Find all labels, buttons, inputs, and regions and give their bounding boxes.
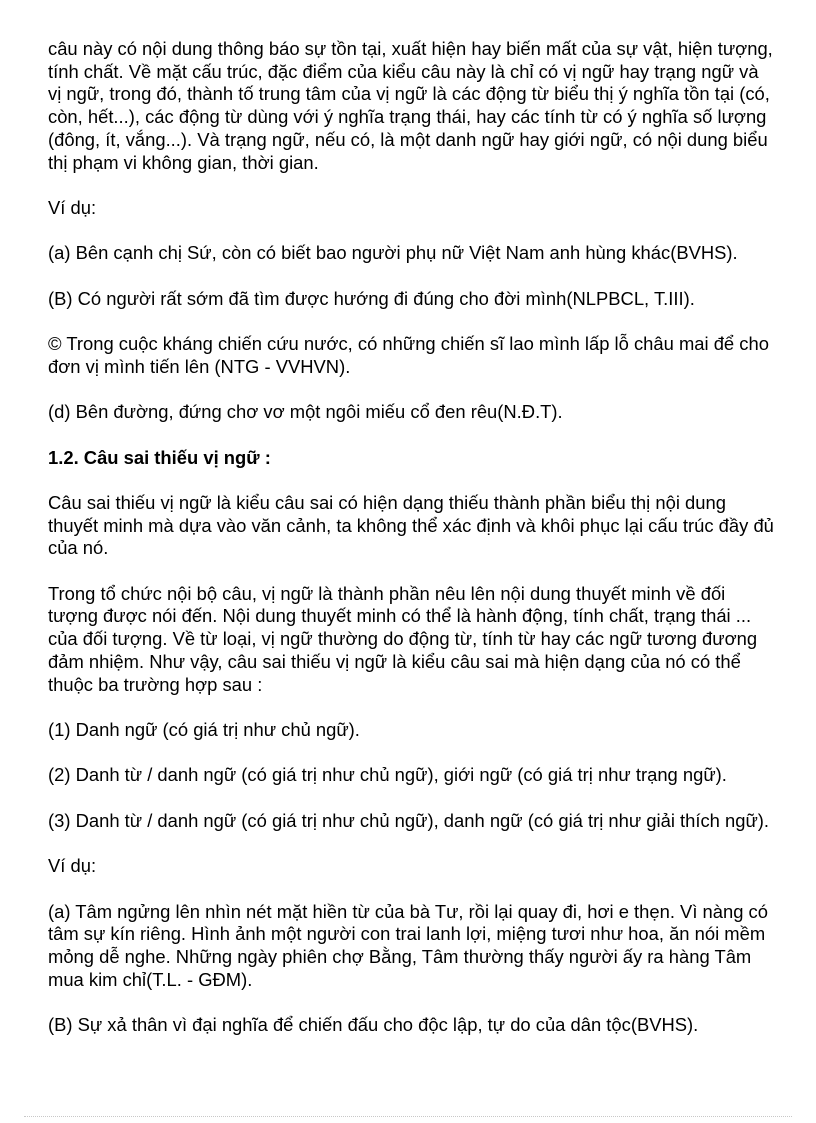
paragraph-intro: câu này có nội dung thông báo sự tồn tại, xuất hiện hay biến mất của sự vật, hiện tượng, tính chất. Về mặt cấu trúc, đặc điểm của kiểu câu này là chỉ có vị ngữ hay trạng ngữ và vị ngữ, trong đó, thành tố trung tâm của vị ngữ là các động từ biểu thị ý nghĩa tồn tại (có, còn, hết...), các động từ dùng với ý nghĩa trạng thái, hay các tính từ có ý nghĩa số lượng (đông, ít, vắng...). Và trạng ngữ, nếu có, là một danh ngữ hay giới ngữ, có nội dung biểu thị phạm vi không gian, thời gian. xyxy=(48,38,773,173)
paragraph-case-3: (3) Danh từ / danh ngữ (có giá trị như chủ ngữ), danh ngữ (có giá trị như giải thích ngữ). xyxy=(48,809,770,831)
paragraph-explanation: Trong tổ chức nội bộ câu, vị ngữ là thành phần nêu lên nội dung thuyết minh về đối tượng được nói đến. Nội dung thuyết minh có thể là hành động, tính chất, trạng thái ... của đối tượng. Về từ loại, vị ngữ thường do động từ, tính từ hay các ngữ tương đương đảm nhiệm. Như vậy, câu sai thiếu vị ngữ là kiểu câu sai mà hiện dạng của nó có thể thuộc ba trường hợp sau : xyxy=(48,582,758,695)
paragraph-example-label: Ví dụ: xyxy=(48,196,97,218)
paragraph-example-d: (d) Bên đường, đứng chơ vơ một ngôi miếu cổ đen rêu(N.Đ.T). xyxy=(48,401,563,423)
paragraph-definition: Câu sai thiếu vị ngữ là kiểu câu sai có hiện dạng thiếu thành phần biểu thị nội dung thuyết minh mà dựa vào văn cảnh, ta không thể xác định và khôi phục lại cấu trúc đầy đủ của nó. xyxy=(48,491,774,559)
paragraph-example-2b: (B) Sự xả thân vì đại nghĩa để chiến đấu cho độc lập, tự do của dân tộc(BVHS). xyxy=(48,1014,699,1036)
paragraph-example-c: © Trong cuộc kháng chiến cứu nước, có những chiến sĩ lao mình lấp lỗ châu mai để cho đơn vị mình tiến lên (NTG - VVHVN). xyxy=(48,333,769,377)
paragraph-case-2: (2) Danh từ / danh ngữ (có giá trị như chủ ngữ), giới ngữ (có giá trị như trạng ngữ). xyxy=(48,764,727,786)
section-heading: 1.2. Câu sai thiếu vị ngữ : xyxy=(48,446,271,468)
paragraph-example-b: (B) Có người rất sớm đã tìm được hướng đi đúng cho đời mình(NLPBCL, T.III). xyxy=(48,287,695,309)
paragraph-example-a: (a) Bên cạnh chị Sứ, còn có biết bao người phụ nữ Việt Nam anh hùng khác(BVHS). xyxy=(48,242,738,264)
document-page xyxy=(48,38,776,1059)
page-bottom-divider xyxy=(24,1116,792,1117)
paragraph-case-1: (1) Danh ngữ (có giá trị như chủ ngữ). xyxy=(48,718,360,740)
paragraph-example-label-2: Ví dụ: xyxy=(48,855,97,877)
paragraph-example-2a: (a) Tâm ngửng lên nhìn nét mặt hiền từ của bà Tư, rồi lại quay đi, hơi e thẹn. Vì nàng có tâm sự kín riêng. Hình ảnh một người con trai lanh lợi, miệng tươi như hoa, ăn nói mềm mỏng dễ nghe. Những ngày phiên chợ Bằng, Tâm thường thấy người ấy ra hàng Tâm mua kim chỉ(T.L. - GĐM). xyxy=(48,900,768,990)
